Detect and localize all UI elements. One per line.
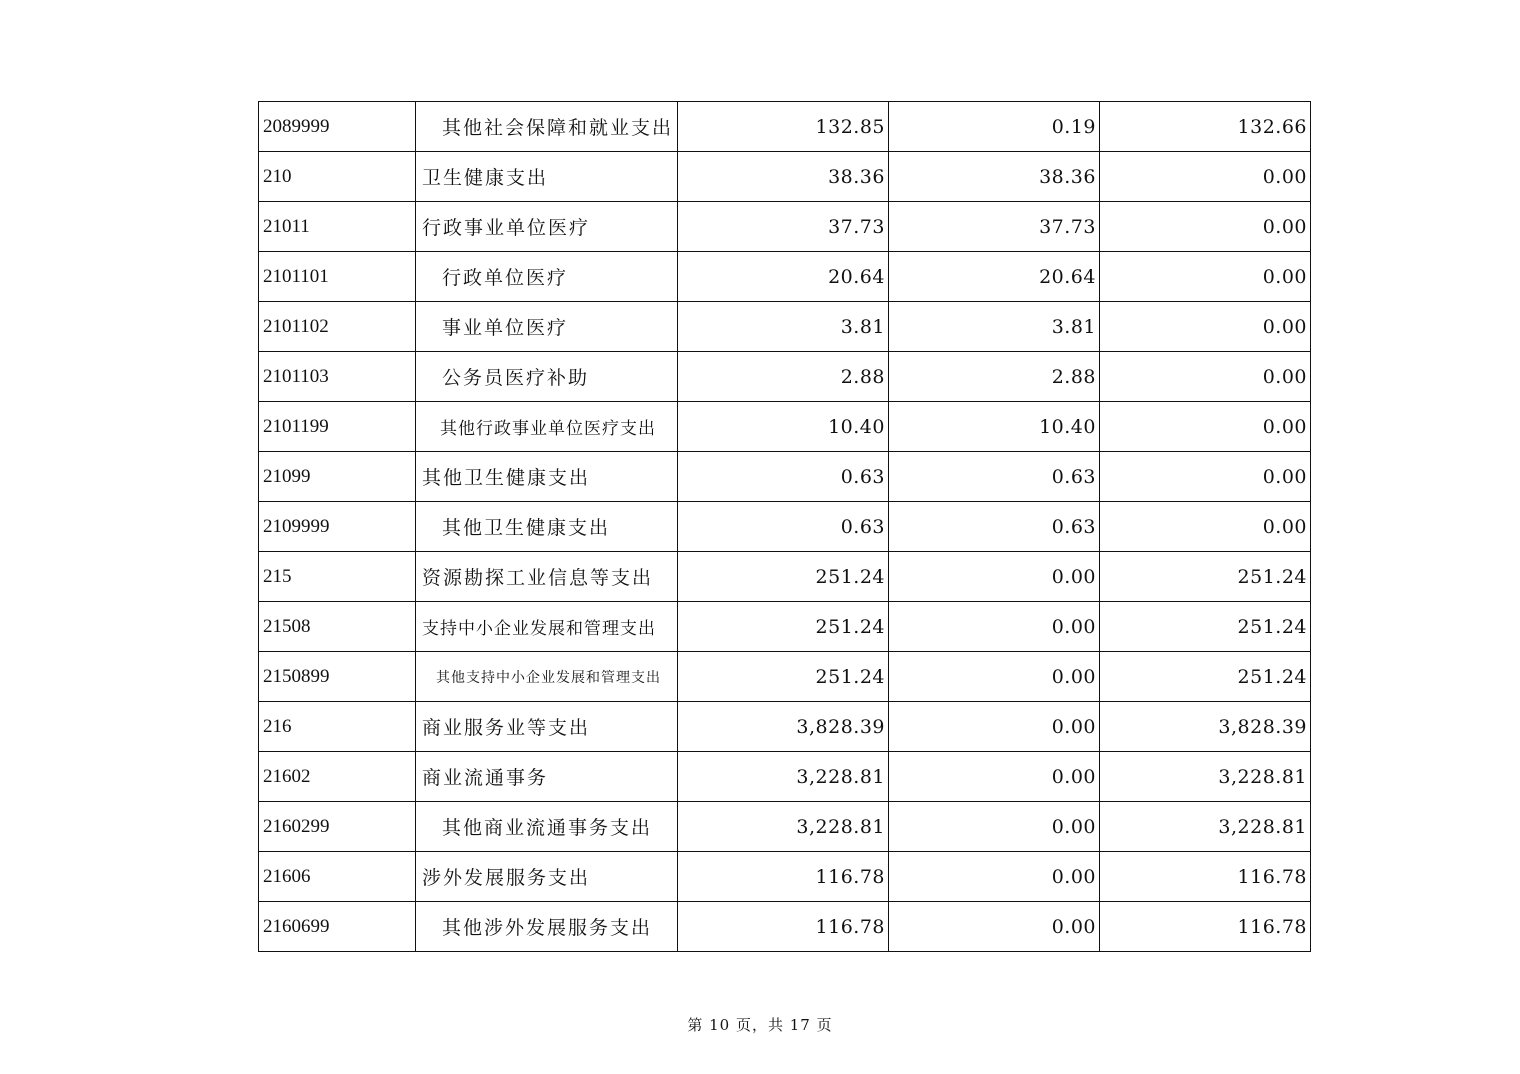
cell-total: 251.24 <box>678 552 889 602</box>
cell-name: 行政单位医疗 <box>416 252 678 302</box>
cell-basic: 10.40 <box>889 402 1100 452</box>
cell-name: 其他涉外发展服务支出 <box>416 902 678 952</box>
budget-table <box>258 101 1311 952</box>
cell-code: 2160299 <box>259 802 416 852</box>
cell-total: 116.78 <box>678 852 889 902</box>
table-row <box>259 352 1311 402</box>
cell-total: 3,828.39 <box>678 702 889 752</box>
cell-basic: 0.00 <box>889 602 1100 652</box>
cell-basic: 38.36 <box>889 152 1100 202</box>
cell-total: 3.81 <box>678 302 889 352</box>
table-row <box>259 652 1311 702</box>
cell-project: 0.00 <box>1100 452 1311 502</box>
cell-basic: 0.00 <box>889 552 1100 602</box>
cell-name: 卫生健康支出 <box>416 152 678 202</box>
cell-project: 0.00 <box>1100 252 1311 302</box>
table-row <box>259 902 1311 952</box>
cell-total: 2.88 <box>678 352 889 402</box>
cell-basic: 0.00 <box>889 852 1100 902</box>
cell-total: 20.64 <box>678 252 889 302</box>
cell-project: 0.00 <box>1100 402 1311 452</box>
table-row <box>259 302 1311 352</box>
cell-name: 商业流通事务 <box>416 752 678 802</box>
table-row <box>259 202 1311 252</box>
cell-name: 商业服务业等支出 <box>416 702 678 752</box>
cell-basic: 20.64 <box>889 252 1100 302</box>
table-row <box>259 152 1311 202</box>
table-body <box>259 102 1311 952</box>
cell-name: 其他社会保障和就业支出 <box>416 102 678 152</box>
cell-project: 251.24 <box>1100 552 1311 602</box>
cell-code: 216 <box>259 702 416 752</box>
cell-code: 210 <box>259 152 416 202</box>
table-row <box>259 702 1311 752</box>
cell-code: 21508 <box>259 602 416 652</box>
cell-total: 37.73 <box>678 202 889 252</box>
cell-code: 21099 <box>259 452 416 502</box>
cell-name: 支持中小企业发展和管理支出 <box>416 602 678 652</box>
cell-project: 0.00 <box>1100 352 1311 402</box>
cell-basic: 0.00 <box>889 902 1100 952</box>
cell-total: 10.40 <box>678 402 889 452</box>
cell-basic: 2.88 <box>889 352 1100 402</box>
cell-basic: 0.19 <box>889 102 1100 152</box>
cell-code: 2089999 <box>259 102 416 152</box>
cell-name: 事业单位医疗 <box>416 302 678 352</box>
cell-name: 其他支持中小企业发展和管理支出 <box>416 652 678 702</box>
table-row <box>259 802 1311 852</box>
cell-total: 38.36 <box>678 152 889 202</box>
cell-name: 其他行政事业单位医疗支出 <box>416 402 678 452</box>
cell-code: 2109999 <box>259 502 416 552</box>
cell-total: 116.78 <box>678 902 889 952</box>
cell-name: 其他卫生健康支出 <box>416 452 678 502</box>
cell-code: 2150899 <box>259 652 416 702</box>
cell-total: 3,228.81 <box>678 752 889 802</box>
cell-basic: 0.00 <box>889 702 1100 752</box>
cell-basic: 0.00 <box>889 802 1100 852</box>
cell-name: 资源勘探工业信息等支出 <box>416 552 678 602</box>
cell-total: 0.63 <box>678 452 889 502</box>
cell-code: 2101101 <box>259 252 416 302</box>
cell-project: 251.24 <box>1100 652 1311 702</box>
table-row <box>259 602 1311 652</box>
cell-project: 251.24 <box>1100 602 1311 652</box>
cell-total: 251.24 <box>678 652 889 702</box>
cell-code: 21606 <box>259 852 416 902</box>
cell-basic: 3.81 <box>889 302 1100 352</box>
table-row <box>259 252 1311 302</box>
page-footer: 第 10 页，共 17 页 <box>687 1016 833 1034</box>
cell-basic: 0.00 <box>889 652 1100 702</box>
cell-project: 116.78 <box>1100 902 1311 952</box>
cell-total: 251.24 <box>678 602 889 652</box>
cell-code: 2101102 <box>259 302 416 352</box>
cell-project: 3,828.39 <box>1100 702 1311 752</box>
cell-project: 3,228.81 <box>1100 802 1311 852</box>
cell-basic: 0.00 <box>889 752 1100 802</box>
cell-code: 21011 <box>259 202 416 252</box>
cell-project: 3,228.81 <box>1100 752 1311 802</box>
cell-project: 0.00 <box>1100 502 1311 552</box>
cell-name: 涉外发展服务支出 <box>416 852 678 902</box>
cell-project: 0.00 <box>1100 152 1311 202</box>
cell-code: 2160699 <box>259 902 416 952</box>
cell-name: 其他商业流通事务支出 <box>416 802 678 852</box>
table-row <box>259 552 1311 602</box>
table-row <box>259 752 1311 802</box>
cell-code: 2101199 <box>259 402 416 452</box>
cell-name: 行政事业单位医疗 <box>416 202 678 252</box>
cell-total: 0.63 <box>678 502 889 552</box>
cell-basic: 0.63 <box>889 502 1100 552</box>
table-row <box>259 852 1311 902</box>
cell-project: 0.00 <box>1100 302 1311 352</box>
cell-name: 其他卫生健康支出 <box>416 502 678 552</box>
table-row <box>259 402 1311 452</box>
cell-name: 公务员医疗补助 <box>416 352 678 402</box>
cell-project: 0.00 <box>1100 202 1311 252</box>
cell-project: 132.66 <box>1100 102 1311 152</box>
cell-project: 116.78 <box>1100 852 1311 902</box>
cell-total: 3,228.81 <box>678 802 889 852</box>
cell-basic: 37.73 <box>889 202 1100 252</box>
table-row <box>259 452 1311 502</box>
table-row <box>259 502 1311 552</box>
cell-total: 132.85 <box>678 102 889 152</box>
cell-code: 21602 <box>259 752 416 802</box>
cell-code: 2101103 <box>259 352 416 402</box>
cell-code: 215 <box>259 552 416 602</box>
table-row <box>259 102 1311 152</box>
cell-basic: 0.63 <box>889 452 1100 502</box>
